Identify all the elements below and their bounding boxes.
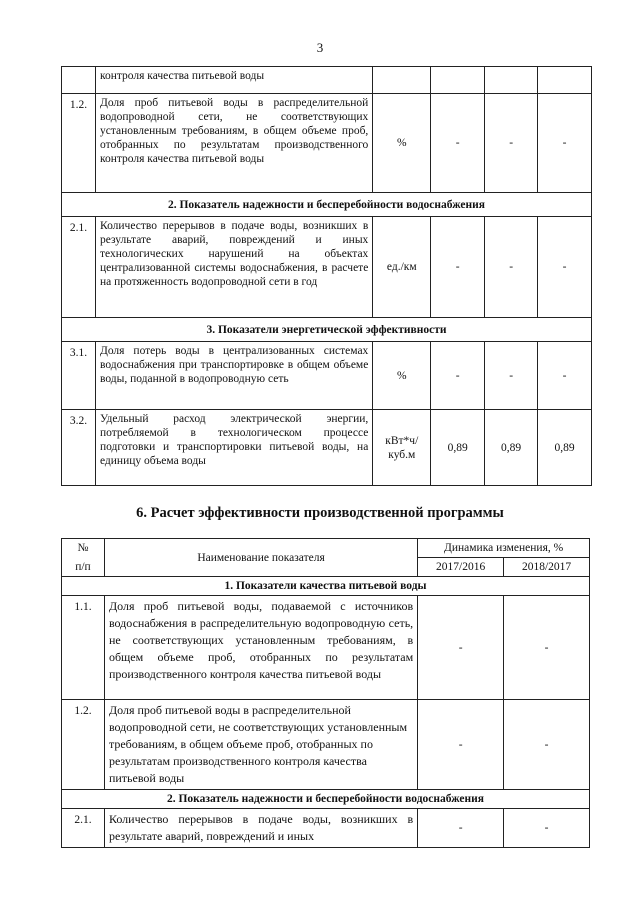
row-value: - — [485, 342, 538, 410]
header-period: 2018/2017 — [504, 558, 590, 577]
row-description: Доля проб питьевой воды, подаваемой с источников водоснабжения в распределительную водопроводную сеть, не соответствующих установленным требованиям, в общем объеме проб, отобранных по результатам производственного контроля качества питьевой воды — [104, 596, 417, 700]
header-dynamics: Динамика изменения, % — [418, 539, 590, 558]
header-row — [62, 539, 590, 558]
section-row — [62, 318, 592, 342]
row-value: - — [418, 596, 504, 700]
row-value: 0,89 — [538, 410, 592, 486]
row-value: - — [485, 94, 538, 193]
row-value: - — [504, 596, 590, 700]
row-unit — [373, 67, 431, 94]
row-number: 3.1. — [62, 342, 96, 410]
row-value: - — [538, 94, 592, 193]
section-title: 2. Показатель надежности и бесперебойности водоснабжения — [62, 193, 592, 217]
row-number: 2.1. — [62, 217, 96, 318]
row-value: - — [418, 700, 504, 790]
header-name: Наименование показателя — [104, 539, 417, 577]
efficiency-table — [61, 538, 590, 848]
row-number: 1.2. — [62, 94, 96, 193]
section-row — [62, 790, 590, 809]
row-value: - — [504, 700, 590, 790]
header-number: № — [62, 539, 105, 558]
row-value: - — [538, 217, 592, 318]
row-value — [538, 67, 592, 94]
row-number — [62, 67, 96, 94]
section-heading: 6. Расчет эффективности производственной программы — [136, 505, 504, 521]
row-description: Количество перерывов в подаче воды, возникших в результате аварий, повреждений и иных технологических нарушений на объектах централизованной системы водоснабжения, в расчете на протяженность водопроводной сети в год — [95, 217, 372, 318]
page-number: 3 — [316, 40, 324, 55]
table-row — [62, 700, 590, 790]
row-value — [485, 67, 538, 94]
row-number: 3.2. — [62, 410, 96, 486]
row-unit: % — [373, 94, 431, 193]
table-row — [62, 67, 592, 94]
row-value: - — [431, 342, 485, 410]
table-row — [62, 809, 590, 848]
row-description: Доля потерь воды в централизованных системах водоснабжения при транспортировке в общем объеме воды, поданной в водопроводную сеть — [95, 342, 372, 410]
row-value: - — [418, 809, 504, 848]
header-number-sub: п/п — [62, 558, 105, 577]
section-row — [62, 577, 590, 596]
row-unit: ед./км — [373, 217, 431, 318]
indicators-table — [61, 66, 592, 486]
section-title: 1. Показатели качества питьевой воды — [62, 577, 590, 596]
row-value: - — [538, 342, 592, 410]
table-row — [62, 94, 592, 193]
table-row — [62, 342, 592, 410]
section-title: 3. Показатели энергетической эффективности — [62, 318, 592, 342]
row-value: 0,89 — [485, 410, 538, 486]
row-value — [431, 67, 485, 94]
row-value: - — [504, 809, 590, 848]
row-number: 2.1. — [62, 809, 105, 848]
row-description: Доля проб питьевой воды в распределительной водопроводной сети, не соответствующих установленным требованиям, в общем объеме проб, отобранных по результатам производственного контроля качества питьевой воды — [95, 94, 372, 193]
row-value: - — [485, 217, 538, 318]
row-value: - — [431, 94, 485, 193]
table-row — [62, 217, 592, 318]
table-row — [62, 410, 592, 486]
row-unit: кВт*ч/ куб.м — [373, 410, 431, 486]
row-number: 1.1. — [62, 596, 105, 700]
section-title: 2. Показатель надежности и бесперебойности водоснабжения — [62, 790, 590, 809]
table-row — [62, 596, 590, 700]
row-description: Количество перерывов в подаче воды, возникших в результате аварий, повреждений и иных — [104, 809, 417, 848]
row-description: контроля качества питьевой воды — [95, 67, 372, 94]
row-description: Доля проб питьевой воды в распределительной водопроводной сети, не соответствующих установленным требованиям, в общем объеме проб, отобранных по результатам производственного контроля качества питьевой воды — [104, 700, 417, 790]
header-period: 2017/2016 — [418, 558, 504, 577]
row-value: 0,89 — [431, 410, 485, 486]
row-unit: % — [373, 342, 431, 410]
row-number: 1.2. — [62, 700, 105, 790]
row-description: Удельный расход электрической энергии, потребляемой в технологическом процессе подготовки и транспортировки питьевой воды, на единицу объема воды — [95, 410, 372, 486]
section-row — [62, 193, 592, 217]
row-value: - — [431, 217, 485, 318]
